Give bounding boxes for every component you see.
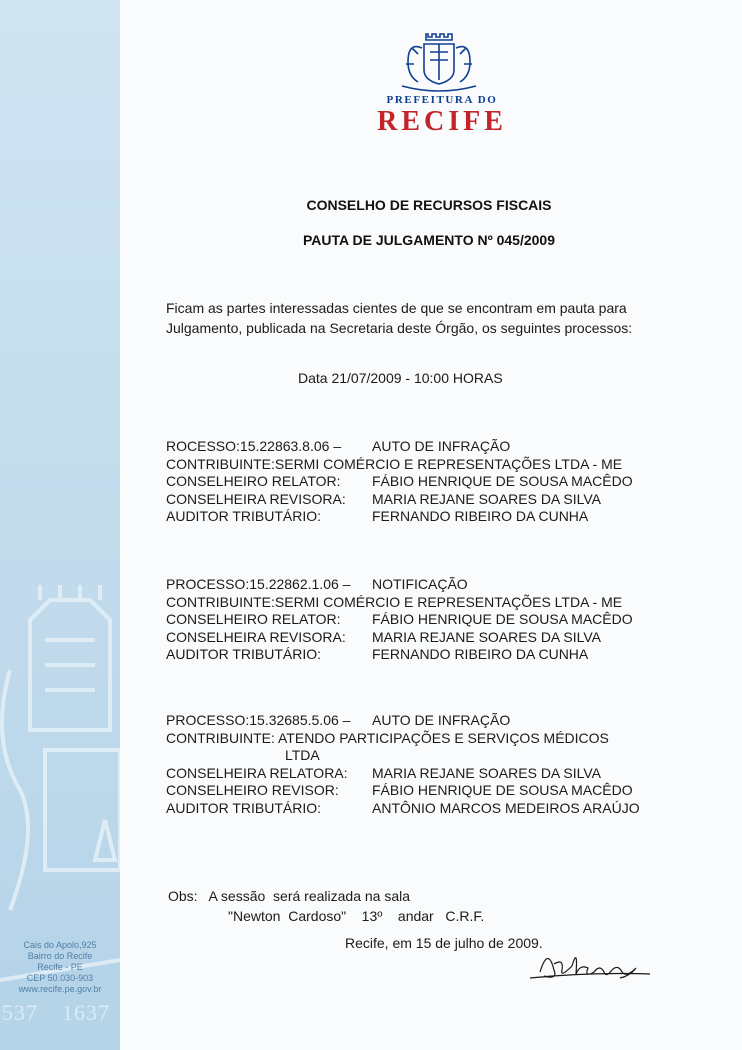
field-label: CONSELHEIRO REVISOR: (166, 782, 339, 798)
field-label: CONSELHEIRO RELATOR: (166, 611, 341, 627)
address-line: Recife - PE (37, 962, 83, 972)
coat-of-arms-icon (396, 30, 482, 92)
field-label: ROCESSO:15.22863.8.06 – (166, 438, 342, 454)
observation-line: "Newton Cardoso" 13º andar C.R.F. (228, 908, 485, 924)
taxpayer-row (166, 730, 640, 748)
process-number-row (166, 712, 640, 730)
city-logo-text: RECIFE (377, 106, 507, 137)
field-value: FÁBIO HENRIQUE DE SOUSA MACÊDO (372, 473, 633, 489)
field-label: CONSELHEIRO RELATOR: (166, 473, 341, 489)
signature-icon (530, 942, 660, 982)
address-block (0, 940, 120, 995)
auditor-row (166, 800, 640, 818)
reviewer-row (166, 782, 640, 800)
rapporteur-row (166, 611, 633, 629)
field-value: MARIA REJANE SOARES DA SILVA (372, 628, 601, 645)
recife-crest-watermark (0, 580, 120, 1000)
reviewer-row (166, 491, 633, 509)
field-label: CONSELHEIRA REVISORA: (166, 490, 346, 507)
council-title: CONSELHO DE RECURSOS FISCAIS (306, 197, 552, 213)
address-line: CEP 50.030-903 (26, 973, 94, 983)
field-label: AUDITOR TRIBUTÁRIO: (166, 799, 322, 816)
field-value: AUTO DE INFRAÇÃO (372, 712, 511, 728)
rapporteur-row (166, 765, 640, 783)
year-watermark: 1637 (62, 1000, 110, 1025)
process-block (166, 438, 633, 526)
field-value: MARIA REJANE SOARES DA SILVA (372, 490, 601, 507)
field-label: CONSELHEIRA RELATORA: (166, 764, 348, 781)
field-value: FERNANDO RIBEIRO DA CUNHA (372, 508, 589, 524)
field-value: MARIA REJANE SOARES DA SILVA (372, 764, 601, 781)
field-value: NOTIFICAÇÃO (372, 576, 468, 592)
field-value: FÁBIO HENRIQUE DE SOUSA MACÊDO (372, 782, 633, 798)
field-value: ANTÔNIO MARCOS MEDEIROS ARAÚJO (372, 799, 640, 816)
process-block (166, 712, 640, 817)
taxpayer-text: CONTRIBUINTE:SERMI COMÉRCIO E REPRESENTAÇÕES LTDA - ME (166, 455, 623, 472)
taxpayer-text: CONTRIBUINTE: ATENDO PARTICIPAÇÕES E SERVIÇOS MÉDICOS (166, 729, 609, 746)
taxpayer-text: CONTRIBUINTE:SERMI COMÉRCIO E REPRESENTAÇÕES LTDA - ME (166, 593, 623, 610)
observation-note (168, 886, 484, 926)
year-watermark: 537 (2, 1000, 38, 1025)
process-number-row (166, 438, 633, 456)
taxpayer-row (166, 456, 633, 474)
auditor-row (166, 508, 633, 526)
process-block (166, 576, 633, 664)
reviewer-row (166, 629, 633, 647)
taxpayer-row (166, 594, 633, 612)
process-number-row (166, 576, 633, 594)
field-label: PROCESSO:15.22862.1.06 – (166, 576, 351, 592)
taxpayer-text: LTDA (285, 747, 320, 763)
field-value: FÁBIO HENRIQUE DE SOUSA MACÊDO (372, 611, 633, 627)
field-value: FERNANDO RIBEIRO DA CUNHA (372, 646, 589, 662)
website-text: www.recife.pe.gov.br (18, 984, 102, 994)
address-line: Bairro do Recife (27, 951, 93, 961)
field-label: CONSELHEIRA REVISORA: (166, 628, 346, 645)
field-value: AUTO DE INFRAÇÃO (372, 438, 511, 454)
address-line: Cais do Apolo,925 (23, 940, 97, 950)
rapporteur-row (166, 473, 633, 491)
field-label: AUDITOR TRIBUTÁRIO: (166, 508, 322, 524)
observation-line: Obs: A sessão será realizada na sala (168, 888, 411, 904)
field-label: PROCESSO:15.32685.5.06 – (166, 712, 351, 728)
intro-paragraph: Ficam as partes interessadas cientes de que se encontram em pauta para Julgamento, publicada na Secretaria deste Órgão, os seguintes processos: (166, 300, 633, 336)
session-date: Data 21/07/2009 - 10:00 HORAS (298, 370, 503, 386)
field-label: AUDITOR TRIBUTÁRIO: (166, 646, 322, 662)
agenda-title: PAUTA DE JULGAMENTO Nº 045/2009 (303, 232, 555, 248)
sidebar-panel (0, 0, 120, 1050)
auditor-row (166, 646, 633, 664)
taxpayer-continuation-row (166, 747, 640, 765)
closing-date: Recife, em 15 de julho de 2009. (345, 935, 543, 951)
prefeitura-label: PREFEITURA DO (386, 94, 498, 106)
